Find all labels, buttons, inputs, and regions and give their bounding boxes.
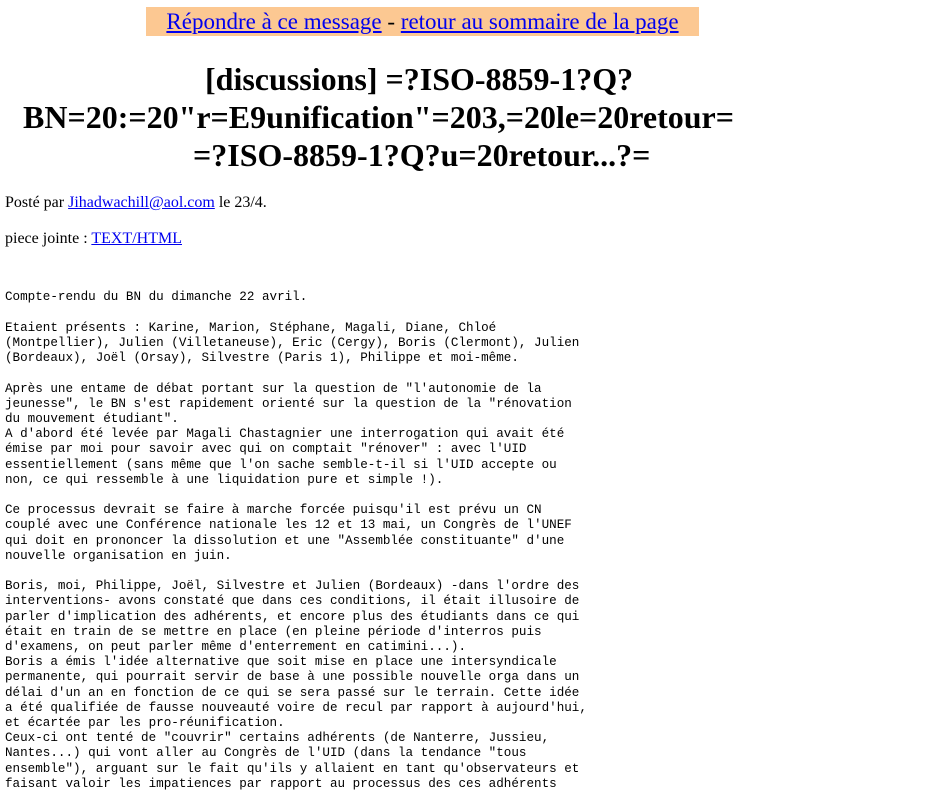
title-line-3: =?ISO-8859-1?Q?u=20retour...?= bbox=[193, 137, 651, 173]
message-body bbox=[5, 260, 717, 791]
nav-bar bbox=[146, 7, 699, 36]
posted-prefix: Posté par bbox=[5, 194, 69, 211]
attachment-line bbox=[5, 229, 182, 249]
title-line-2: BN=20:=20"r=E9unification"=203,=20le=20retour= bbox=[23, 99, 734, 135]
back-to-summary-link[interactable]: retour au sommaire de la page bbox=[400, 9, 679, 34]
message-paragraph: Boris, moi, Philippe, Joël, Silvestre et Julien (Bordeaux) -dans l'ordre des interventions- avons constaté que dans ces conditions, il était illusoire de parler d'implication des adhérents, et encore plus des étudiants dans ce qui était en train de se mettre en place (en pleine période d'interros puis d'examens, on peut parler même d'enterrement en catimini...). Boris a émis l'idée alternative que soit mise en place une intersyndicale permanente, qui pourrait servir de base à une possible nouvelle orga dans un délai d'un an en fonction de ce qui se sera passé sur le terrain. Cette idée a été qualifiée de fausse nouveauté voire de recul par rapport à aujourd'hui, et écartée par les pro-réunification. Ceux-ci ont tenté de "couvrir" certains adhérents (de Nanterre, Jussieu, Nantes...) qui vont aller au Congrès de l'UID (dans la tendance "tous ensemble"), arguant sur le fait qu'ils y allaient en tant qu'observateurs et faisant valoir les impatiences par rapport au processus des ces adhérents bbox=[5, 579, 587, 791]
message-paragraph: Après une entame de débat portant sur la question de "l'autonomie de la jeunesse", le BN s'est rapidement orienté sur la question de la "rénovation du mouvement étudiant". A d'abord été levée par Magali Chastagnier une interrogation qui avait été émise par moi pour savoir avec qui on comptait "rénover" : avec l'UID essentiellement (sans même que l'on sache semble-t-il si l'UID accepte ou non, ce qui ressemble à une liquidation pure et simple !). bbox=[5, 381, 572, 487]
nav-separator: - bbox=[381, 9, 401, 34]
author-email-link[interactable]: Jihadwachill@aol.com bbox=[68, 194, 215, 211]
posted-by bbox=[5, 193, 267, 213]
reply-link[interactable]: Répondre à ce message bbox=[166, 9, 382, 34]
attachment-link[interactable]: TEXT/HTML bbox=[91, 230, 182, 247]
posted-date: le 23/4. bbox=[214, 194, 267, 211]
title-line-1: [discussions] =?ISO-8859-1?Q? bbox=[205, 61, 634, 97]
attachment-prefix: piece jointe : bbox=[5, 230, 92, 247]
message-paragraph: Ce processus devrait se faire à marche forcée puisqu'il est prévu un CN couplé avec une Conférence nationale les 12 et 13 mai, un Congrès de l'UNEF qui doit en prononcer la dissolution et une "Assemblée constituante" d'une nouvelle organisation en juin. bbox=[5, 503, 572, 563]
page-title bbox=[0, 60, 734, 180]
message-paragraph: Etaient présents : Karine, Marion, Stéphane, Magali, Diane, Chloé (Montpellier), Julien (Villetaneuse), Eric (Cergy), Boris (Clermont), Julien (Bordeaux), Joël (Orsay), Silvestre (Paris 1), Philippe et moi-même. bbox=[5, 320, 580, 366]
message-paragraph: Compte-rendu du BN du dimanche 22 avril. bbox=[5, 290, 308, 305]
